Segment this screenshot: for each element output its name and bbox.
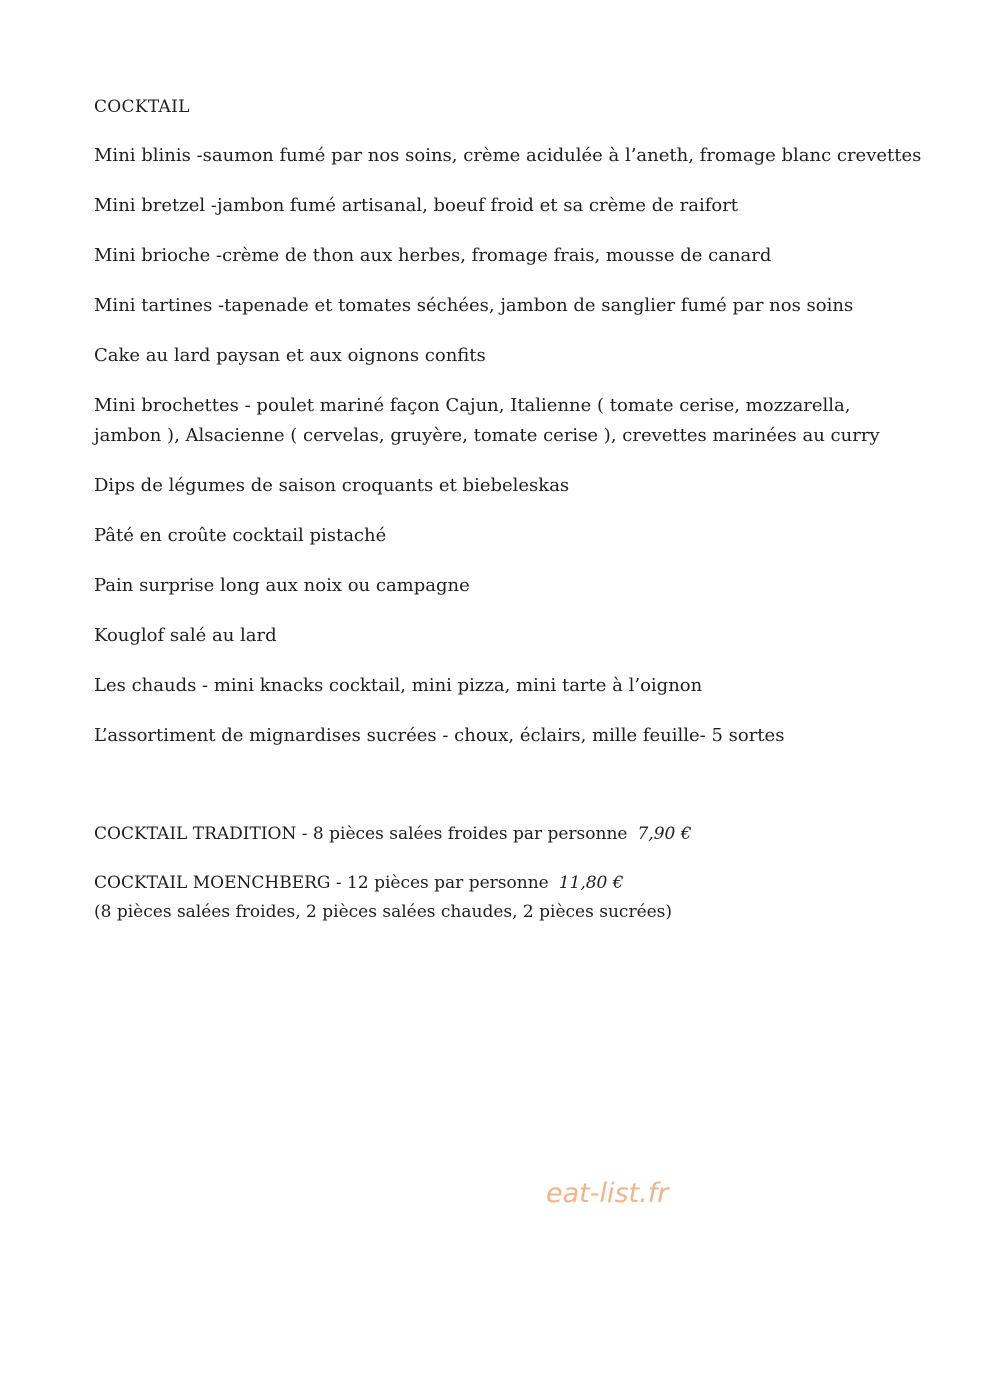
menu-item-line: jambon ), Alsacienne ( cervelas, gruyère, tomate cerise ), crevettes marinées au curry [94,425,880,446]
menu-item [94,391,914,451]
menu-item [94,291,914,321]
menu-item-line: Mini tartines -tapenade et tomates séchées, jambon de sanglier fumé par nos soins [94,295,854,316]
offer-price: 11,80 € [558,873,624,893]
menu-item [94,571,914,601]
offer-moenchberg [94,869,672,927]
menu-item-line: Mini brioche -crème de thon aux herbes, fromage frais, mousse de canard [94,245,772,266]
menu-item-line: Mini blinis -saumon fumé par nos soins, crème acidulée à l’aneth, fromage blanc crevettes [94,145,922,166]
watermark: eat-list.fr [546,1178,669,1209]
menu-item [94,191,914,221]
menu-item-line: L’assortiment de mignardises sucrées - choux, éclairs, mille feuille- 5 sortes [94,725,785,746]
menu-item [94,341,914,371]
menu-item [94,471,914,501]
menu-item-line: Cake au lard paysan et aux oignons confits [94,345,486,366]
menu-item-line: Kouglof salé au lard [94,625,277,646]
offer-text: COCKTAIL TRADITION - 8 pièces salées froides par personne [94,824,628,844]
menu-item-line: Mini bretzel -jambon fumé artisanal, boeuf froid et sa crème de raifort [94,195,739,216]
menu-item [94,521,914,551]
offer-detail: (8 pièces salées froides, 2 pièces salées chaudes, 2 pièces sucrées) [94,902,673,922]
menu-item [94,621,914,651]
offer-tradition [94,820,692,849]
menu-item [94,241,914,271]
menu-item-line: Dips de légumes de saison croquants et biebeleskas [94,475,570,496]
offer-price: 7,90 € [637,824,692,844]
menu-item-line: Mini brochettes - poulet mariné façon Cajun, Italienne ( tomate cerise, mozzarella, [94,395,851,416]
menu-item [94,721,914,751]
menu-item-line: Pain surprise long aux noix ou campagne [94,575,470,596]
menu-item-line: Pâté en croûte cocktail pistaché [94,525,387,546]
section-heading: COCKTAIL [94,97,190,117]
offer-text: COCKTAIL MOENCHBERG - 12 pièces par personne [94,873,549,893]
menu-item-line: Les chauds - mini knacks cocktail, mini pizza, mini tarte à l’oignon [94,675,703,696]
menu-item [94,671,914,701]
menu-item [94,141,922,171]
